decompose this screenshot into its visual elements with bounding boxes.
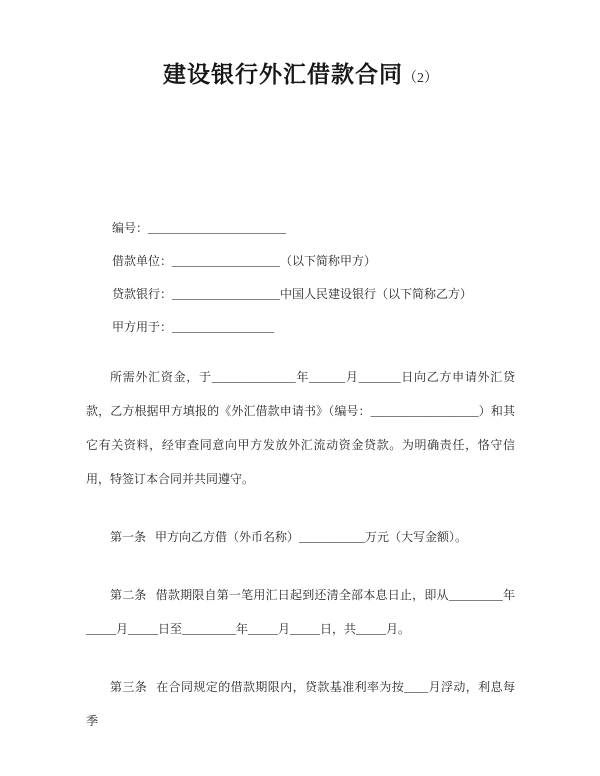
article-1-number: 第一条 — [110, 530, 147, 544]
field-line-number — [86, 212, 515, 245]
field-label-purpose: 甲方用于： — [112, 320, 173, 334]
field-blank-lender: __________________ — [172, 287, 281, 301]
header-fields — [86, 212, 515, 344]
article-2-number: 第二条 — [110, 588, 147, 602]
field-label-number: 编号： — [112, 221, 149, 235]
field-line-purpose — [86, 311, 515, 344]
article-3-text: 在合同规定的借款期限内，贷款基准利率为按____月浮动，利息每季 — [86, 680, 515, 728]
field-suffix-borrower: （以下简称甲方） — [280, 254, 377, 268]
article-1-text: 甲方向乙方借（外币名称）___________万元（大写金额）。 — [155, 530, 468, 544]
article-3-number: 第三条 — [110, 680, 148, 694]
field-line-borrower — [86, 245, 515, 278]
field-label-lender: 贷款银行： — [112, 287, 173, 301]
article-3 — [86, 670, 515, 738]
article-2-text: 借款期限自第一笔用汇日起到还清全部本息日止，即从_________年_____月_____日至_________年_____月_____日，共_____月。 — [86, 588, 515, 636]
field-blank-purpose: _________________ — [172, 320, 275, 334]
article-2 — [86, 578, 515, 646]
document-title-text: 建设银行外汇借款合同 — [163, 62, 403, 88]
article-1 — [86, 520, 515, 554]
field-blank-borrower: __________________ — [172, 254, 281, 268]
intro-paragraph: 所需外汇资金，于______________年______月_______日向乙方申请外汇贷款，乙方根据甲方填报的《外汇借款申请书》（编号：__________________）和其它有关资料，经审查同意向甲方发放外汇流动资金贷款。为明确责任，恪守信用，特签订本合同并共同遵守。 — [86, 370, 515, 486]
field-label-borrower: 借款单位： — [112, 254, 173, 268]
field-suffix-lender: 中国人民建设银行（以下简称乙方） — [280, 287, 473, 301]
field-line-lender — [86, 278, 515, 311]
field-blank-number: _______________________ — [148, 221, 287, 235]
document-title-number: （2） — [403, 71, 438, 86]
document-title — [86, 60, 515, 94]
